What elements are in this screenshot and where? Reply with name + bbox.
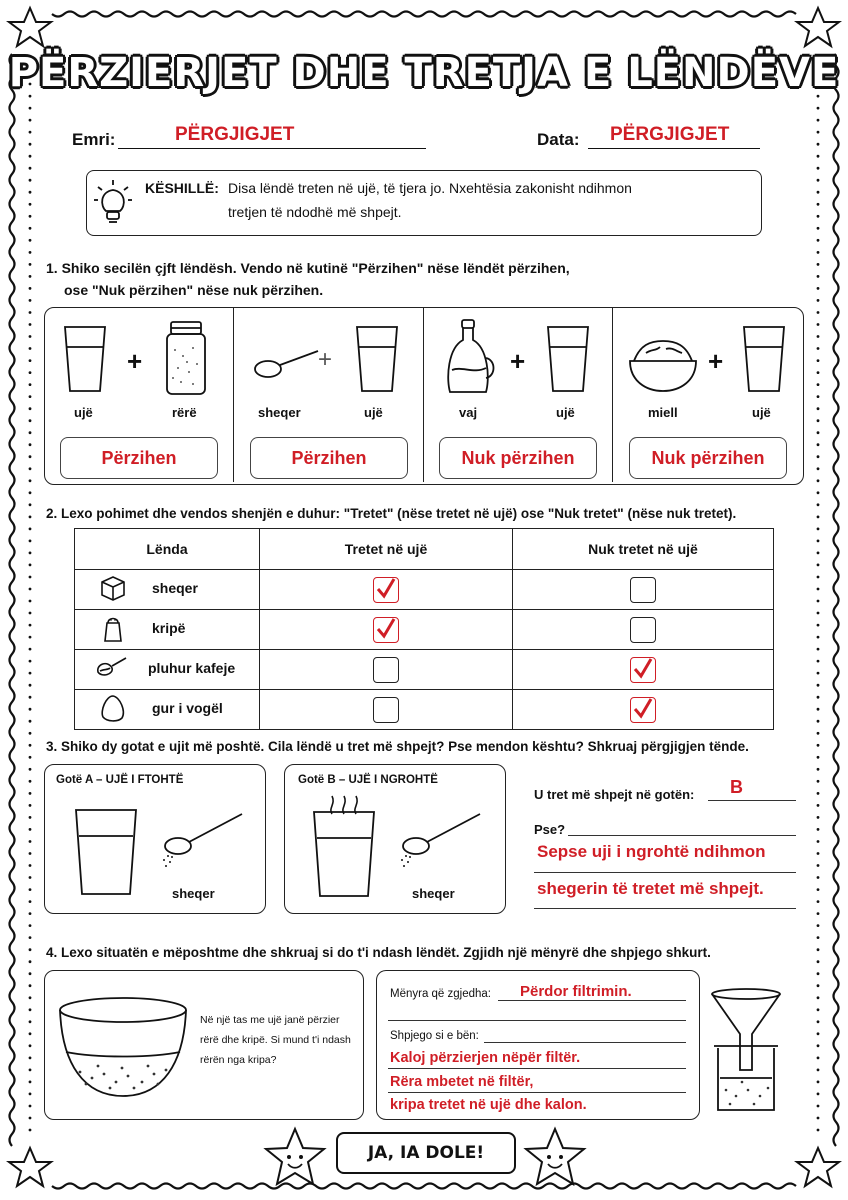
border-dot: [29, 491, 32, 494]
border-dot: [29, 1032, 32, 1035]
border-dot: [29, 960, 32, 963]
checkmark-icon: [375, 576, 397, 600]
why-answer-line2: shegerin të tretet më shpejt.: [537, 879, 764, 898]
border-dot: [29, 299, 32, 302]
border-dot: [29, 203, 32, 206]
border-dot: [29, 792, 32, 795]
not-dissolves-checkbox[interactable]: [630, 617, 656, 643]
border-dot: [817, 335, 820, 338]
border-dot: [29, 540, 32, 543]
border-dot: [817, 1032, 820, 1035]
border-dot: [817, 131, 820, 134]
border-dot: [817, 516, 820, 519]
border-dot: [817, 503, 820, 506]
method-line: [498, 1000, 686, 1001]
wavy-border-segment: [52, 1184, 796, 1189]
panel-divider: [423, 308, 424, 482]
footer-banner: JA, IA DOLE!: [336, 1132, 516, 1174]
border-dot: [817, 984, 820, 987]
border-dot: [29, 528, 32, 531]
border-dot: [29, 239, 32, 242]
border-dot: [29, 936, 32, 939]
plus-sign: +: [708, 346, 724, 376]
border-dot: [817, 1069, 820, 1072]
border-dot: [817, 540, 820, 543]
date-line: [588, 148, 760, 149]
border-dot: [29, 1044, 32, 1047]
border-dot: [817, 1117, 820, 1120]
pebble-icon: [98, 693, 128, 723]
date-value: PËRGJIGJET: [610, 124, 730, 145]
border-dot: [29, 287, 32, 290]
pair-1-answer-box[interactable]: Përzihen: [60, 437, 218, 479]
glass-of-water-icon: [739, 325, 789, 395]
border-dot: [817, 311, 820, 314]
border-dot: [29, 804, 32, 807]
smiling-star-icon: [262, 1126, 328, 1188]
border-dot: [29, 503, 32, 506]
border-dot: [29, 455, 32, 458]
pair-4-answer-box[interactable]: Nuk përzihen: [629, 437, 787, 479]
method-line: [388, 1020, 686, 1021]
border-dot: [29, 407, 32, 410]
lightbulb-icon: [92, 178, 134, 228]
border-dot: [817, 215, 820, 218]
faster-label: U tret më shpejt në gotën:: [534, 787, 695, 802]
border-dot: [817, 1020, 820, 1023]
pair-1-left-label: ujë: [74, 405, 93, 420]
border-dot: [29, 972, 32, 975]
border-dot: [29, 167, 32, 170]
spoon-icon: [252, 345, 322, 381]
border-dot: [817, 876, 820, 879]
table-row: [75, 610, 774, 650]
border-dot: [817, 840, 820, 843]
situation-text: Në një tas me ujë janë përzier rërë dhe kripë. Si mund t'i ndash rërën nga kripa?: [200, 1014, 351, 1066]
border-dot: [29, 275, 32, 278]
border-dot: [29, 660, 32, 663]
corner-star-icon: [797, 8, 839, 46]
border-dot: [817, 900, 820, 903]
border-dot: [817, 684, 820, 687]
border-dot: [817, 804, 820, 807]
oil-bottle-icon: [442, 318, 498, 396]
border-dot: [29, 600, 32, 603]
border-dot: [817, 816, 820, 819]
border-dot: [29, 479, 32, 482]
wavy-border-segment: [834, 54, 839, 1146]
border-dot: [817, 275, 820, 278]
border-dot: [29, 852, 32, 855]
border-dot: [817, 648, 820, 651]
border-dot: [29, 576, 32, 579]
border-dot: [29, 1093, 32, 1096]
border-dot: [29, 864, 32, 867]
border-dot: [29, 1105, 32, 1108]
spoon-with-sugar-icon: [160, 810, 246, 870]
border-dot: [817, 263, 820, 266]
border-dot: [29, 684, 32, 687]
border-dot: [29, 552, 32, 555]
tip-text-line2: tretjen të ndodhë më shpejt.: [228, 204, 402, 220]
dissolves-checkbox-checked[interactable]: [373, 577, 399, 603]
border-dot: [817, 347, 820, 350]
border-dot: [817, 612, 820, 615]
table-header-substance: Lënda: [75, 529, 260, 570]
border-dot: [29, 612, 32, 615]
table-header-row: [75, 529, 774, 570]
border-dot: [817, 119, 820, 122]
border-dot: [817, 948, 820, 951]
border-dot: [29, 720, 32, 723]
border-dot: [817, 864, 820, 867]
border-dot: [29, 335, 32, 338]
dissolves-checkbox[interactable]: [373, 697, 399, 723]
border-dot: [29, 119, 32, 122]
border-dot: [29, 696, 32, 699]
pair-3-answer-box[interactable]: Nuk përzihen: [439, 437, 597, 479]
border-dot: [29, 215, 32, 218]
border-dot: [817, 744, 820, 747]
border-dot: [29, 323, 32, 326]
border-dot: [817, 1093, 820, 1096]
question-1-text-line2: ose "Nuk përzihen" nëse nuk përzihen.: [64, 282, 324, 298]
border-dot: [29, 648, 32, 651]
border-dot: [817, 708, 820, 711]
border-dot: [817, 756, 820, 759]
border-dot: [817, 720, 820, 723]
name-label: Emri:: [72, 130, 116, 149]
why-line: [534, 872, 796, 873]
plus-sign: +: [318, 346, 333, 373]
explain-line: [484, 1042, 686, 1043]
checkmark-icon: [632, 696, 654, 720]
panel-divider: [612, 308, 613, 482]
table-row: [75, 690, 774, 730]
border-dot: [817, 395, 820, 398]
border-dot: [29, 227, 32, 230]
border-dot: [29, 672, 32, 675]
faster-answer: B: [730, 777, 743, 797]
border-dot: [29, 311, 32, 314]
filter-funnel-icon: [708, 986, 784, 1116]
plus-sign: +: [127, 346, 143, 376]
border-dot: [29, 816, 32, 819]
table-row: [75, 570, 774, 610]
checkmark-icon: [632, 656, 654, 680]
pair-2-right-label: ujë: [364, 405, 383, 420]
border-dot: [817, 239, 820, 242]
border-dot: [29, 1129, 32, 1132]
border-dot: [817, 479, 820, 482]
why-line: [534, 908, 796, 909]
border-dot: [29, 516, 32, 519]
border-dot: [817, 1057, 820, 1060]
coffee-scoop-icon: [94, 654, 130, 682]
border-dot: [817, 455, 820, 458]
border-dot: [817, 660, 820, 663]
glass-of-water-icon: [60, 325, 110, 395]
border-dot: [817, 251, 820, 254]
border-dot: [29, 1069, 32, 1072]
border-dot: [817, 467, 820, 470]
question-3-text: 3. Shiko dy gotat e ujit më poshtë. Cila lëndë u tret më shpejt? Pse mendon kështu? Shkruaj përgjigjen tënde.: [46, 739, 749, 754]
border-dot: [817, 972, 820, 975]
explain-label: Shpjego si e bën:: [390, 1030, 479, 1042]
not-dissolves-checkbox-checked[interactable]: [630, 697, 656, 723]
border-dot: [29, 564, 32, 567]
corner-star-icon: [9, 8, 51, 46]
checkmark-icon: [375, 616, 397, 640]
border-dot: [29, 636, 32, 639]
dissolves-checkbox[interactable]: [373, 657, 399, 683]
border-dot: [817, 431, 820, 434]
salt-shaker-icon: [98, 613, 128, 643]
border-dot: [29, 263, 32, 266]
border-dot: [29, 828, 32, 831]
border-dot: [29, 756, 32, 759]
pair-3-left-label: vaj: [459, 405, 478, 420]
border-dot: [817, 768, 820, 771]
panel-divider: [233, 308, 234, 482]
border-dot: [29, 1020, 32, 1023]
border-dot: [29, 900, 32, 903]
question-2-text: 2. Lexo pohimet dhe vendos shenjën e duhur: "Tretet" (nëse tretet në ujë) ose "Nuk tretet" (nëse nuk tretet).: [46, 506, 737, 521]
border-dot: [817, 912, 820, 915]
border-dot: [817, 227, 820, 230]
corner-star-icon: [9, 1148, 51, 1186]
border-dot: [29, 191, 32, 194]
date-label: Data:: [537, 130, 580, 149]
border-dot: [29, 467, 32, 470]
pair-2-answer-box[interactable]: Përzihen: [250, 437, 408, 479]
border-dot: [817, 780, 820, 783]
border-dot: [817, 852, 820, 855]
wavy-border-segment: [10, 54, 15, 1146]
border-dot: [29, 419, 32, 422]
substance-name: gur i vogël: [152, 700, 223, 717]
border-dot: [817, 167, 820, 170]
border-dot: [817, 107, 820, 110]
question-4-text: 4. Lexo situatën e mëposhtme dhe shkruaj si do t'i ndash lëndët. Zgjidh një mënyrë dhe shpjego shkurt.: [46, 945, 711, 960]
border-dot: [29, 431, 32, 434]
border-dot: [817, 1129, 820, 1132]
explain-line: [388, 1092, 686, 1093]
tip-text-line1: Disa lëndë treten në ujë, të tjera jo. Nxehtësia zakonisht ndihmon: [228, 180, 632, 196]
border-dot: [29, 732, 32, 735]
flour-bowl-icon: [626, 335, 700, 393]
border-dot: [29, 912, 32, 915]
border-dot: [29, 1057, 32, 1060]
border-dot: [29, 984, 32, 987]
border-dot: [817, 1081, 820, 1084]
border-dot: [29, 179, 32, 182]
name-line: [118, 148, 426, 149]
bowl-of-sand-and-salt-icon: [56, 994, 190, 1100]
border-dot: [29, 107, 32, 110]
border-dot: [817, 407, 820, 410]
border-dot: [29, 359, 32, 362]
border-dot: [817, 588, 820, 591]
glass-a-title: Gotë A – UJË I FTOHTË: [56, 774, 184, 786]
border-dot: [817, 552, 820, 555]
border-dot: [29, 395, 32, 398]
border-dot: [817, 672, 820, 675]
not-dissolves-checkbox[interactable]: [630, 577, 656, 603]
spoon-with-sugar-icon: [398, 810, 484, 870]
substance-name: pluhur kafeje: [148, 660, 236, 677]
border-dot: [29, 768, 32, 771]
border-dot: [817, 203, 820, 206]
pair-4-left-label: miell: [648, 405, 678, 420]
border-dot: [29, 131, 32, 134]
substance-name: kripë: [152, 620, 186, 637]
border-dot: [817, 359, 820, 362]
border-dot: [817, 383, 820, 386]
border-dot: [29, 888, 32, 891]
border-dot: [817, 143, 820, 146]
border-dot: [817, 1105, 820, 1108]
method-answer: Përdor filtrimin.: [520, 983, 632, 1000]
border-dot: [29, 780, 32, 783]
table-header-dissolves: Tretet në ujë: [260, 529, 513, 570]
border-dot: [29, 1117, 32, 1120]
dissolves-checkbox-checked[interactable]: [373, 617, 399, 643]
glass-of-water-icon: [352, 325, 402, 395]
why-label: Pse?: [534, 822, 566, 837]
faster-answer-line: [708, 800, 796, 801]
border-dot: [817, 600, 820, 603]
border-dot: [29, 588, 32, 591]
border-dot: [29, 744, 32, 747]
border-dot: [817, 888, 820, 891]
border-dot: [817, 924, 820, 927]
border-dot: [29, 948, 32, 951]
border-dot: [817, 564, 820, 567]
border-dot: [817, 996, 820, 999]
substance-name: sheqer: [152, 580, 198, 597]
border-dot: [817, 443, 820, 446]
why-answer-line1: Sepse uji i ngrohtë ndihmon: [537, 842, 766, 861]
border-dot: [817, 419, 820, 422]
dissolve-table: [74, 528, 774, 730]
border-dot: [29, 251, 32, 254]
question-1-text: 1. Shiko secilën çjft lëndësh. Vendo në kutinë "Përzihen" nëse lëndët përzihen,: [46, 260, 570, 276]
why-line: [568, 835, 796, 836]
border-dot: [817, 576, 820, 579]
border-dot: [817, 287, 820, 290]
border-dot: [29, 876, 32, 879]
border-dot: [29, 924, 32, 927]
table-header-not-dissolves: Nuk tretet në ujë: [513, 529, 774, 570]
border-dot: [817, 828, 820, 831]
plus-sign: +: [510, 346, 526, 376]
explain-answer-line2: Rëra mbetet në filtër,: [390, 1074, 534, 1090]
border-dot: [817, 528, 820, 531]
method-label: Mënyra që zgjedha:: [390, 988, 492, 1000]
border-dot: [29, 708, 32, 711]
sand-jar-icon: [163, 320, 209, 396]
border-dot: [817, 792, 820, 795]
border-dot: [817, 191, 820, 194]
glass-of-water-icon: [543, 325, 593, 395]
glass-a-label: sheqer: [172, 886, 215, 901]
wavy-border-segment: [52, 12, 796, 17]
pair-4-right-label: ujë: [752, 405, 771, 420]
table-row: [75, 650, 774, 690]
pair-2-left-label: sheqer: [258, 405, 301, 420]
border-dot: [29, 1008, 32, 1011]
cold-water-glass-icon: [72, 806, 140, 898]
name-value: PËRGJIGJET: [175, 124, 295, 145]
pair-3-right-label: ujë: [556, 405, 575, 420]
border-dot: [29, 143, 32, 146]
border-dot: [817, 624, 820, 627]
pair-1-right-label: rërë: [172, 405, 197, 420]
explain-answer-line1: Kaloj përzierjen nëpër filtër.: [390, 1050, 581, 1066]
border-dot: [817, 155, 820, 158]
not-dissolves-checkbox-checked[interactable]: [630, 657, 656, 683]
border-dot: [817, 732, 820, 735]
warm-water-glass-icon: [310, 792, 378, 900]
border-dot: [29, 443, 32, 446]
border-dot: [817, 299, 820, 302]
tip-label: KËSHILLË:: [145, 180, 219, 196]
corner-star-icon: [797, 1148, 839, 1186]
border-dot: [817, 371, 820, 374]
border-dot: [817, 1008, 820, 1011]
border-dot: [817, 636, 820, 639]
border-dot: [817, 1044, 820, 1047]
border-dot: [29, 347, 32, 350]
page-title: PËRZIERJET DHE TRETJA E LËNDËVE: [8, 50, 840, 96]
explain-answer-line3: kripa tretet në ujë dhe kalon.: [390, 1097, 587, 1113]
border-dot: [29, 155, 32, 158]
border-dot: [29, 624, 32, 627]
smiling-star-icon: [522, 1126, 588, 1188]
glass-b-label: sheqer: [412, 886, 455, 901]
border-dot: [29, 1081, 32, 1084]
border-dot: [817, 696, 820, 699]
border-dot: [29, 840, 32, 843]
border-dot: [817, 936, 820, 939]
border-dot: [817, 491, 820, 494]
explain-line: [388, 1068, 686, 1069]
border-dot: [817, 960, 820, 963]
border-dot: [817, 323, 820, 326]
border-dot: [29, 996, 32, 999]
glass-b-title: Gotë B – UJË I NGROHTË: [298, 774, 438, 786]
border-dot: [817, 179, 820, 182]
border-dot: [29, 383, 32, 386]
border-dot: [29, 371, 32, 374]
sugar-cube-icon: [98, 574, 128, 602]
